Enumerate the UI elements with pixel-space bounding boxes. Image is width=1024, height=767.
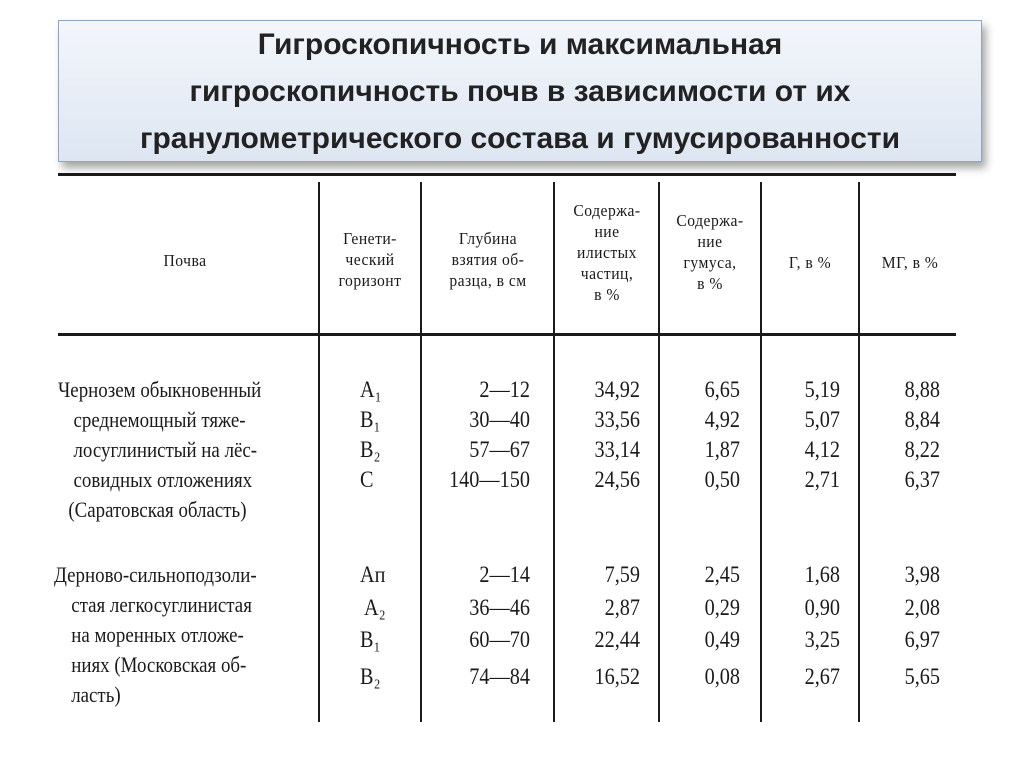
soil-line: (Саратовская область) bbox=[68, 497, 247, 522]
header-line: в % bbox=[697, 274, 723, 293]
cell-depth: 74—84 bbox=[469, 664, 530, 689]
cell-horizon: B₁ bbox=[360, 627, 381, 652]
cell-humus: 0,08 bbox=[704, 664, 740, 689]
table-header-rule bbox=[58, 333, 956, 336]
cell-humus: 0,29 bbox=[704, 595, 740, 620]
header-line: МГ, в % bbox=[881, 253, 939, 272]
header-line: в % bbox=[594, 285, 620, 304]
cell-g: 5,19 bbox=[804, 377, 840, 402]
cell-silt: 24,56 bbox=[594, 467, 640, 492]
cell-g: 0,90 bbox=[804, 595, 840, 620]
soil-description bbox=[54, 560, 257, 710]
cell-g: 5,07 bbox=[804, 407, 840, 432]
column-divider bbox=[760, 182, 762, 722]
cell-mg: 3,98 bbox=[904, 562, 940, 587]
cell-silt: 33,14 bbox=[594, 437, 640, 462]
soil-line: стая легкосуглинистая bbox=[71, 592, 252, 617]
cell-mg: 5,65 bbox=[904, 664, 940, 689]
cell-mg: 6,97 bbox=[904, 627, 940, 652]
cell-mg: 8,22 bbox=[904, 437, 940, 462]
header-line: Глубина bbox=[458, 229, 518, 248]
cell-horizon: A₁ bbox=[360, 377, 382, 402]
cell-silt: 22,44 bbox=[594, 627, 640, 652]
cell-depth: 36—46 bbox=[469, 595, 530, 620]
cell-humus: 0,49 bbox=[704, 627, 740, 652]
header-depth bbox=[429, 228, 547, 291]
cell-silt: 33,56 bbox=[594, 407, 640, 432]
header-silt bbox=[561, 200, 653, 305]
cell-silt: 34,92 bbox=[594, 377, 640, 402]
cell-horizon: Aп bbox=[360, 562, 386, 587]
cell-mg: 8,88 bbox=[904, 377, 940, 402]
soil-line: среднемощный тяже- bbox=[73, 407, 246, 432]
cell-depth: 2—14 bbox=[479, 562, 530, 587]
cell-humus: 4,92 bbox=[704, 407, 740, 432]
soil-line: ниях (Московская об- bbox=[71, 652, 247, 677]
soil-line: лосуглинистый на лёс- bbox=[73, 437, 258, 462]
cell-depth: 140—150 bbox=[449, 467, 530, 492]
title-line: Гигроскопичность и максимальная bbox=[257, 27, 783, 61]
header-line: Содержа- bbox=[676, 211, 744, 230]
header-line: ческий bbox=[345, 250, 395, 269]
column-divider bbox=[858, 182, 860, 722]
column-divider bbox=[318, 182, 320, 722]
column-divider bbox=[553, 182, 555, 722]
header-g bbox=[768, 252, 853, 273]
cell-horizon: A₂ bbox=[364, 595, 386, 620]
header-line: горизонт bbox=[338, 271, 402, 290]
table-top-rule bbox=[58, 173, 956, 176]
cell-horizon: B₂ bbox=[360, 664, 381, 689]
header-line: гумуса, bbox=[683, 253, 737, 272]
header-line: Г, в % bbox=[788, 253, 832, 272]
cell-depth: 60—70 bbox=[469, 627, 530, 652]
cell-g: 4,12 bbox=[804, 437, 840, 462]
cell-mg: 2,08 bbox=[904, 595, 940, 620]
cell-horizon: B₁ bbox=[360, 407, 381, 432]
cell-depth: 57—67 bbox=[469, 437, 530, 462]
soil-line: Чернозем обыкновенный bbox=[58, 377, 262, 402]
header-horizon bbox=[326, 228, 414, 291]
header-line: Содержа- bbox=[573, 201, 641, 220]
cell-horizon: C bbox=[360, 467, 374, 492]
cell-mg: 8,84 bbox=[904, 407, 940, 432]
cell-horizon: B₂ bbox=[360, 437, 381, 462]
header-line: ние bbox=[594, 222, 620, 241]
soil-line: ласть) bbox=[71, 682, 121, 707]
header-humus bbox=[666, 210, 754, 294]
header-line: частиц, bbox=[580, 264, 634, 283]
header-line: разца, в см bbox=[449, 271, 527, 290]
header-line: илистых bbox=[577, 243, 637, 262]
cell-mg: 6,37 bbox=[904, 467, 940, 492]
cell-g: 1,68 bbox=[804, 562, 840, 587]
soil-description bbox=[58, 375, 261, 525]
header-mg bbox=[866, 252, 954, 273]
cell-depth: 30—40 bbox=[469, 407, 530, 432]
cell-depth: 2—12 bbox=[479, 377, 530, 402]
cell-silt: 16,52 bbox=[594, 664, 640, 689]
header-soil bbox=[144, 250, 227, 271]
soil-line: Дерново-сильноподзоли- bbox=[54, 562, 257, 587]
header-line: Генети- bbox=[343, 229, 397, 248]
header-line: ние bbox=[697, 232, 723, 251]
cell-humus: 2,45 bbox=[704, 562, 740, 587]
cell-g: 2,71 bbox=[804, 467, 840, 492]
cell-silt: 7,59 bbox=[604, 562, 640, 587]
soil-line: совидных отложениях bbox=[73, 467, 253, 492]
header-line: взятия об- bbox=[451, 250, 525, 269]
cell-silt: 2,87 bbox=[604, 595, 640, 620]
cell-humus: 1,87 bbox=[704, 437, 740, 462]
column-divider bbox=[420, 182, 422, 722]
title-line: гигроскопичность почв в зависимости от их bbox=[189, 74, 851, 108]
soil-line: на моренных отложе- bbox=[71, 622, 244, 647]
column-divider bbox=[658, 182, 660, 722]
header-line: Почва bbox=[163, 251, 207, 270]
cell-humus: 6,65 bbox=[704, 377, 740, 402]
title-line: гранулометрического состава и гумусированности bbox=[139, 121, 901, 155]
cell-g: 3,25 bbox=[804, 627, 840, 652]
cell-g: 2,67 bbox=[804, 664, 840, 689]
cell-humus: 0,50 bbox=[704, 467, 740, 492]
